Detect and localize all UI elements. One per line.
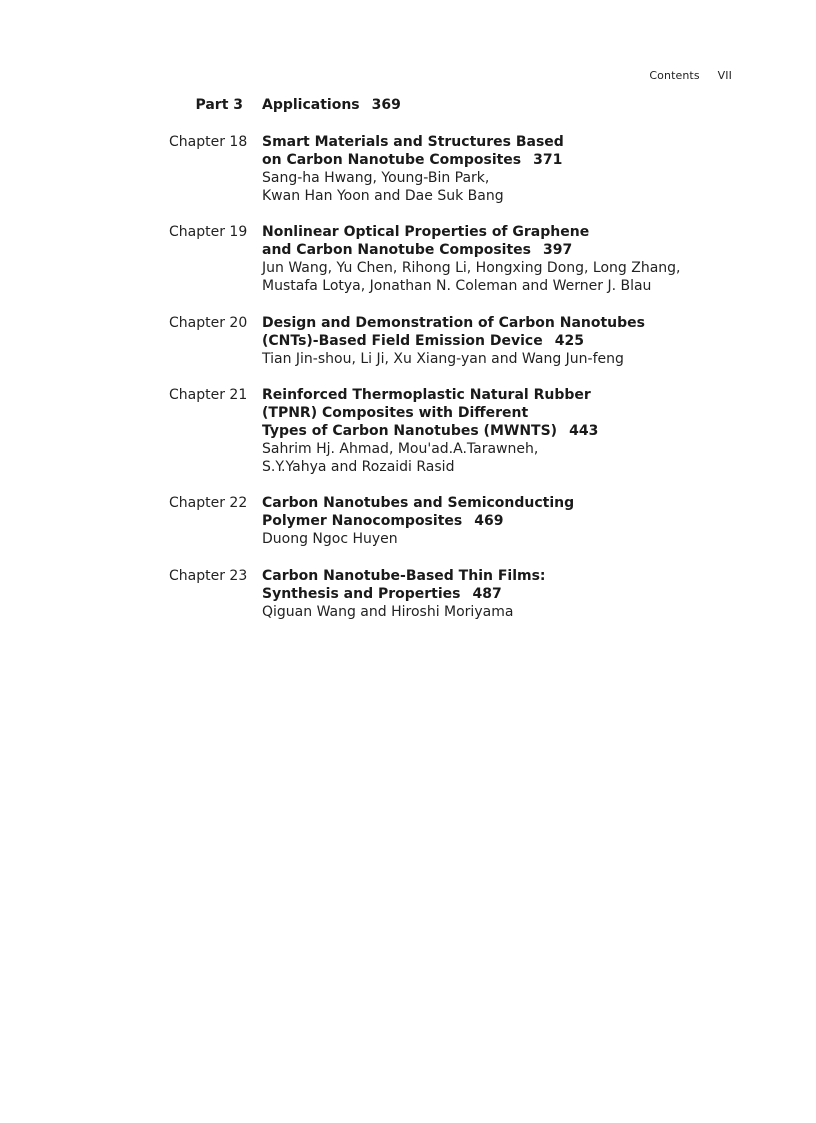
chapter-page-number: 487	[472, 586, 502, 602]
chapter-title-text: Synthesis and Properties	[262, 586, 461, 602]
chapter-authors-line: S.Y.Yahya and Rozaidi Rasid	[262, 459, 455, 475]
chapter-title-text: Types of Carbon Nanotubes (MWNTS)	[262, 423, 558, 439]
chapter-authors-line: Duong Ngoc Huyen	[262, 531, 398, 547]
chapter-title-text: Polymer Nanocomposites	[262, 513, 463, 529]
chapter-title-line	[262, 512, 732, 530]
chapter-label: Chapter 18	[169, 134, 248, 150]
chapter-title-line	[262, 241, 732, 259]
chapter-title-line: Carbon Nanotubes and Semiconducting	[262, 495, 575, 511]
chapter-authors-line: Tian Jin-shou, Li Ji, Xu Xiang-yan and Wang Jun-feng	[262, 351, 624, 367]
chapter-page-number: 397	[543, 242, 573, 258]
part-title-text: Applications	[262, 97, 360, 113]
chapter-page-number: 443	[569, 423, 599, 439]
chapter-body	[262, 386, 732, 476]
chapter-page-number: 425	[554, 333, 584, 349]
chapter-label: Chapter 21	[169, 387, 248, 403]
chapter-title-line: Nonlinear Optical Properties of Graphene	[262, 224, 590, 240]
chapter-title-line	[262, 422, 732, 440]
chapter-title-line: Design and Demonstration of Carbon Nanotubes	[262, 315, 645, 331]
chapter-body	[262, 133, 732, 205]
chapter-title-line: Reinforced Thermoplastic Natural Rubber	[262, 387, 591, 403]
part-title	[262, 96, 401, 114]
chapter-authors-line: Qiguan Wang and Hiroshi Moriyama	[262, 604, 514, 620]
chapter-label: Chapter 22	[169, 495, 248, 511]
chapter-authors-line: Jun Wang, Yu Chen, Rihong Li, Hongxing Dong, Long Zhang,	[262, 260, 681, 276]
chapter-title-text: (CNTs)-Based Field Emission Device	[262, 333, 543, 349]
chapter-title-line: (TPNR) Composites with Different	[262, 405, 529, 421]
chapter-title-line: Carbon Nanotube-Based Thin Films:	[262, 568, 546, 584]
chapter-title-text: and Carbon Nanotube Composites	[262, 242, 531, 258]
part-heading	[0, 96, 816, 114]
chapter-body	[262, 314, 732, 368]
chapter-authors-line: Sang-ha Hwang, Young-Bin Park,	[262, 170, 490, 186]
chapter-page-number: 371	[533, 152, 563, 168]
chapter-authors-line: Sahrim Hj. Ahmad, Mou'ad.A.Tarawneh,	[262, 441, 539, 457]
chapter-page-number: 469	[474, 513, 504, 529]
chapter-body	[262, 494, 732, 548]
running-head	[649, 69, 732, 82]
part-page-number: 369	[371, 97, 401, 113]
running-head-section: Contents	[649, 69, 700, 82]
chapter-title-line	[262, 332, 732, 350]
part-label: Part 3	[195, 97, 243, 113]
chapter-authors-line: Mustafa Lotya, Jonathan N. Coleman and Werner J. Blau	[262, 278, 652, 294]
chapter-title-line: Smart Materials and Structures Based	[262, 134, 564, 150]
chapter-body	[262, 567, 732, 621]
chapter-title-text: on Carbon Nanotube Composites	[262, 152, 522, 168]
chapter-title-line	[262, 585, 732, 603]
chapter-title-line	[262, 151, 732, 169]
chapter-label: Chapter 23	[169, 568, 248, 584]
chapter-label: Chapter 19	[169, 224, 248, 240]
chapter-authors-line: Kwan Han Yoon and Dae Suk Bang	[262, 188, 504, 204]
chapter-body	[262, 223, 732, 295]
chapter-label: Chapter 20	[169, 315, 248, 331]
page-folio: VII	[717, 69, 732, 82]
